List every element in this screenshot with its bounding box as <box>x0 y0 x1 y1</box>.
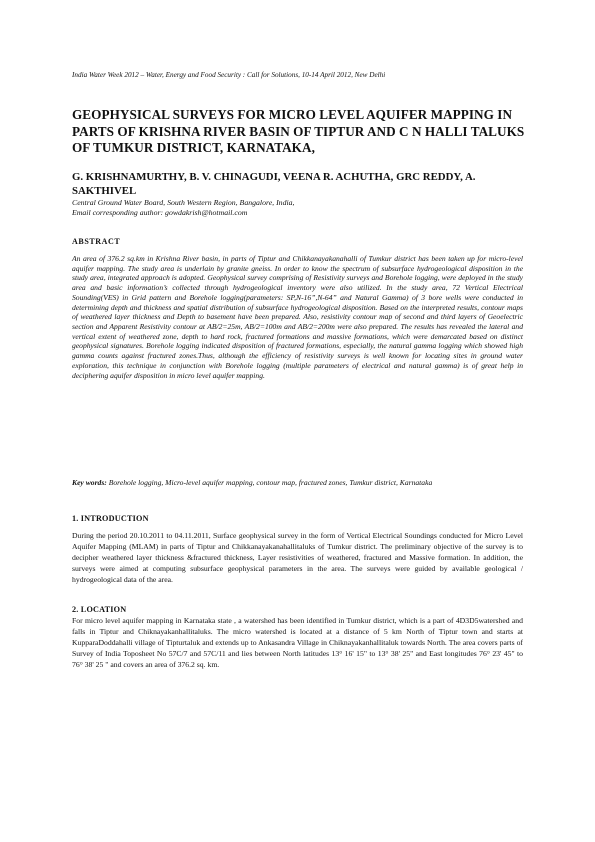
affiliation <box>72 198 532 218</box>
abstract-heading: ABSTRACT <box>72 237 121 246</box>
running-header: India Water Week 2012 – Water, Energy and Food Security : Call for Solutions, 10-14 April 2012, New Delhi <box>72 71 386 79</box>
author-list: G. KRISHNAMURTHY, B. V. CHINAGUDI, VEENA R. ACHUTHA, GRC REDDY, A. SAKTHIVEL <box>72 171 476 197</box>
keywords-text: Borehole logging, Micro-level aquifer mapping, contour map, fractured zones, Tumkur district, Karnataka <box>106 478 433 487</box>
section-body-introduction: During the period 20.10.2011 to 04.11.2011, Surface geophysical survey in the form of Vertical Electrical Soundings conducted for Micro Level Aquifer Mapping (MLAM) in parts of Tiptur and Chikkanayakanahallitaluks of Tumkur district. The preliminary objective of the survey is to decipher weathered layer thickness &fractured thickness, Layer resistivities of weathered, fractured and Massive formation. In addition, the surveys were aimed at computing subsurface geophysical parameters in the area. The surveys were guided by available geological / hydrogeological data of the area. <box>72 531 523 584</box>
section-heading-location: 2. LOCATION <box>72 605 127 614</box>
section-body-location: For micro level aquifer mapping in Karnataka state , a watershed has been identified in Tumkur district, which is a part of 4D3D5watershed and falls in Tiptur and Chiknayakanhallitaluks. The micro watershed is located at a distance of 5 km North of Tiptur town and starts at KupparaDoddahalli village of Tipturtaluk and extends up to Ankasandra Village in Chiknayakanhallitaluk towards North. The area covers parts of Survey of India Toposheet No 57C/7 and 57C/11 and lies between North latitudes 13° 16' 15" to 13° 38' 25" and East longitudes 76° 23' 45" to 76° 38' 25 " and covers an area of 376.2 sq. km. <box>72 616 523 669</box>
keywords-label: Key words: <box>72 478 107 487</box>
paper-title: GEOPHYSICAL SURVEYS FOR MICRO LEVEL AQUIFER MAPPING IN PARTS OF KRISHNA RIVER BASIN OF TIPTUR AND C N HALLI TALUKS OF TUMKUR DISTRICT, KARNATAKA, <box>72 107 525 155</box>
section-heading-introduction: 1. INTRODUCTION <box>72 514 149 523</box>
corresponding-email: Email corresponding author: gowdakrish@hotmail.com <box>72 208 248 217</box>
abstract-body: An area of 376.2 sq.km in Krishna River basin, in parts of Tiptur and Chikkanayakanahalli of Tumkur district has been taken up for micro-level aquifer mapping. The study area is underlain by granite gneiss. In order to know the spectrum of subsurface hydrogeological disposition in the study area, integrated approach is adopted. Geophysical survey comprising of Resistivity surveys and Borehole logging, were deployed in the study area and basic information’s collected through hydrogeological inventory were also utilized. In the study area, 72 Vertical Electrical Sounding(VES) in Grid pattern and Borehole logging(parameters: SP,N-16”,N-64” and Natural Gamma) of 3 bore wells were conducted in determining depth and thickness and spatial distribution of subsurface hydrogeological disposition. Based on the interpreted results, contour maps of weathered layer thickness and Depth to basement have been prepared. Also, resistivity contour map of second and third layers of Geoelectric section and Apparent Resistivity contour at AB/2=25m, AB/2=100m and AB/2=200m were also prepared. The results has revealed the lateral and vertical extent of weathered zone, depth to hard rock, fractured formations and massive formations, which were demarcated based on distinct geophysical signatures. Borehole logging indicated disposition of fractured formations, especially, the natural gamma logging which showed high gamma counts against fractured zones.Thus, although the efficiency of resistivity surveys is well known for locating sites in ground water exploration, this technique in conjunction with Borehole logging (multiple parameters of electrical and natural gamma) is of great help in deciphering aquifer disposition in micro level aquifer mapping. <box>72 254 523 380</box>
affiliation-line: Central Ground Water Board, South Western Region, Bangalore, India, <box>72 198 295 207</box>
keywords <box>72 478 523 488</box>
